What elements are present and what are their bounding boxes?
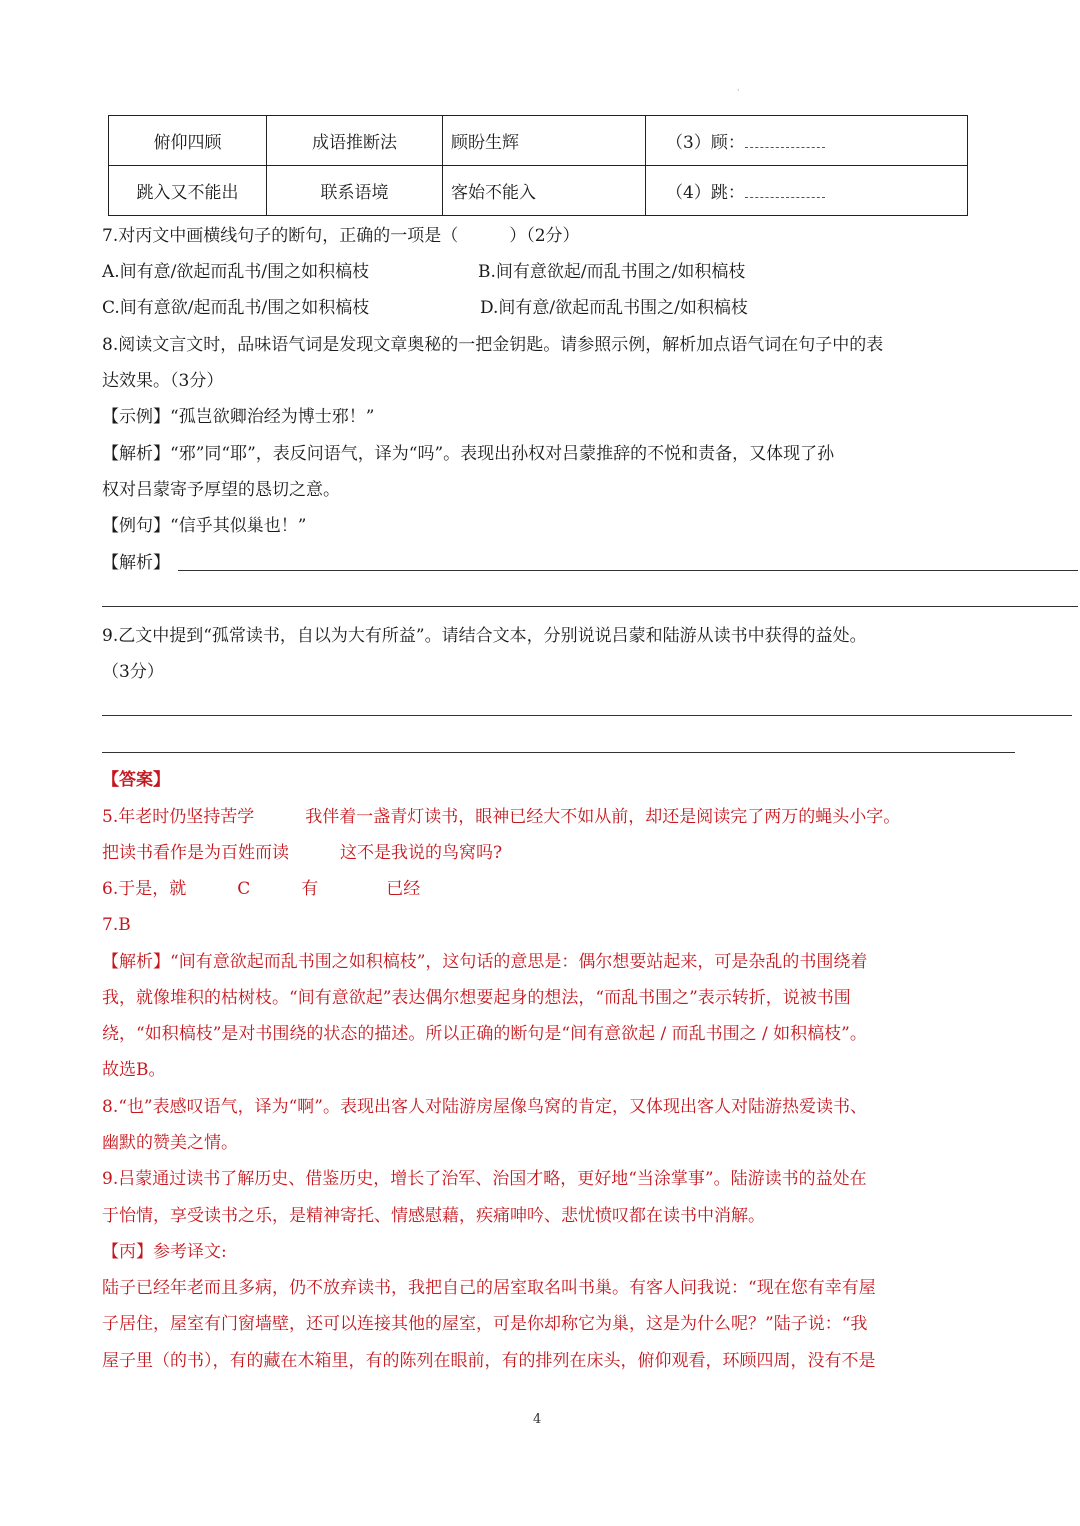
q7-stem: 7.对丙文中画横线句子的断句，正确的一项是（ ）（2分） bbox=[102, 226, 580, 246]
q9-stem-line1: 9.乙文中提到“孤常读书，自以为大有所益”。请结合文本，分别说说吕蒙和陆游从读书中获得的益处。 bbox=[102, 626, 867, 646]
answer-8-line1: 8.“也”表感叹语气，译为“啊”。表现出客人对陆游房屋像鸟窝的肯定，又体现出客人对陆游热爱读书、 bbox=[102, 1097, 867, 1117]
table-cell-method: 成语推断法 bbox=[267, 116, 443, 166]
answer-7-analysis-line3: 绕，“如积槁枝”是对书围绕的状态的描述。所以正确的断句是“间有意欲起 / 而乱书围之 / 如积槁枝”。 bbox=[102, 1024, 867, 1044]
table-row bbox=[109, 116, 968, 166]
q8-stem-line2: 达效果。（3分） bbox=[102, 371, 224, 391]
table-cell-example: 顾盼生辉 bbox=[443, 116, 646, 166]
answer-9-line2: 于怡情，享受读书之乐，是精神寄托、情感慰藉，疾痛呻吟、悲忧愤叹都在读书中消解。 bbox=[102, 1206, 765, 1226]
answer-blank bbox=[745, 133, 825, 148]
q8-sentence: 【例句】“信乎其似巢也！” bbox=[102, 516, 307, 536]
q8-analysis-label: 【解析】 bbox=[102, 553, 170, 573]
idiom-method-table bbox=[108, 115, 968, 216]
table-cell-example: 客始不能入 bbox=[443, 166, 646, 216]
answers-header: 【答案】 bbox=[102, 770, 170, 790]
table-cell-question bbox=[646, 166, 968, 216]
answer-blank bbox=[745, 183, 825, 198]
q7-option-a: A.间有意/欲起而乱书/围之如积槁枝 bbox=[102, 262, 370, 282]
q9-stem-line2: （3分） bbox=[102, 662, 164, 682]
table-cell-idiom: 跳入又不能出 bbox=[109, 166, 267, 216]
answer-6: 6.于是，就 C 有 已经 bbox=[102, 879, 421, 899]
page-marker: · bbox=[737, 86, 740, 95]
answer-line bbox=[102, 606, 1078, 607]
answer-line bbox=[178, 570, 1078, 571]
table-cell-question bbox=[646, 116, 968, 166]
answer-9-line1: 9.吕蒙通过读书了解历史、借鉴历史，增长了治军、治国才略，更好地“当涂掌事”。陆游读书的益处在 bbox=[102, 1169, 867, 1189]
answer-5-line2: 把读书看作是为百姓而读 这不是我说的鸟窝吗? bbox=[102, 843, 503, 863]
answer-line bbox=[102, 752, 1015, 753]
translation-header: 【丙】参考译文: bbox=[102, 1242, 227, 1262]
table-cell-idiom: 俯仰四顾 bbox=[109, 116, 267, 166]
translation-line1: 陆子已经年老而且多病，仍不放弃读书，我把自己的居室取名叫书巢。有客人问我说：“现在您有幸有屋 bbox=[102, 1278, 876, 1298]
answer-7-analysis-line4: 故选B。 bbox=[102, 1060, 166, 1080]
page-number: 4 bbox=[533, 1412, 542, 1427]
table-cell-method: 联系语境 bbox=[267, 166, 443, 216]
answer-7-analysis-line2: 我，就像堆积的枯树枝。“间有意欲起”表达偶尔想要起身的想法，“而乱书围之”表示转折，说被书围 bbox=[102, 988, 851, 1008]
q7-option-d: D.间有意/欲起而乱书围之/如积槁枝 bbox=[480, 298, 748, 318]
q8-stem-line1: 8.阅读文言文时，品味语气词是发现文章奥秘的一把金钥匙。请参照示例，解析加点语气词在句子中的表 bbox=[102, 335, 884, 355]
answer-5-line1: 5.年老时仍坚持苦学 我伴着一盏青灯读书，眼神已经大不如从前，却还是阅读完了两万的蝇头小字。 bbox=[102, 807, 901, 827]
answer-line bbox=[102, 715, 1072, 716]
q8-analysis-line1: 【解析】“邪”同“耶”，表反问语气，译为“吗”。表现出孙权对吕蒙推辞的不悦和责备，又体现了孙 bbox=[102, 444, 835, 464]
question-label: （3）顾： bbox=[666, 133, 745, 153]
answer-8-line2: 幽默的赞美之情。 bbox=[102, 1133, 238, 1153]
translation-line3: 屋子里（的书），有的藏在木箱里，有的陈列在眼前，有的排列在床头，俯仰观看，环顾四周，没有不是 bbox=[102, 1351, 876, 1371]
answer-7-analysis-line1: 【解析】“间有意欲起而乱书围之如积槁枝”，这句话的意思是：偶尔想要站起来，可是杂乱的书围绕着 bbox=[102, 952, 868, 972]
question-label: （4）跳： bbox=[666, 183, 745, 203]
q7-option-b: B.间有意欲起/而乱书围之/如积槁枝 bbox=[478, 262, 746, 282]
q7-option-c: C.间有意欲/起而乱书/围之如积槁枝 bbox=[102, 298, 370, 318]
table-row bbox=[109, 166, 968, 216]
q8-analysis-line2: 权对吕蒙寄予厚望的恳切之意。 bbox=[102, 480, 340, 500]
q8-example: 【示例】“孤岂欲卿治经为博士邪！” bbox=[102, 407, 375, 427]
answer-7: 7.B bbox=[102, 915, 131, 935]
translation-line2: 子居住，屋室有门窗墙壁，还可以连接其他的屋室，可是你却称它为巢，这是为什么呢？”陆子说：“我 bbox=[102, 1314, 868, 1334]
